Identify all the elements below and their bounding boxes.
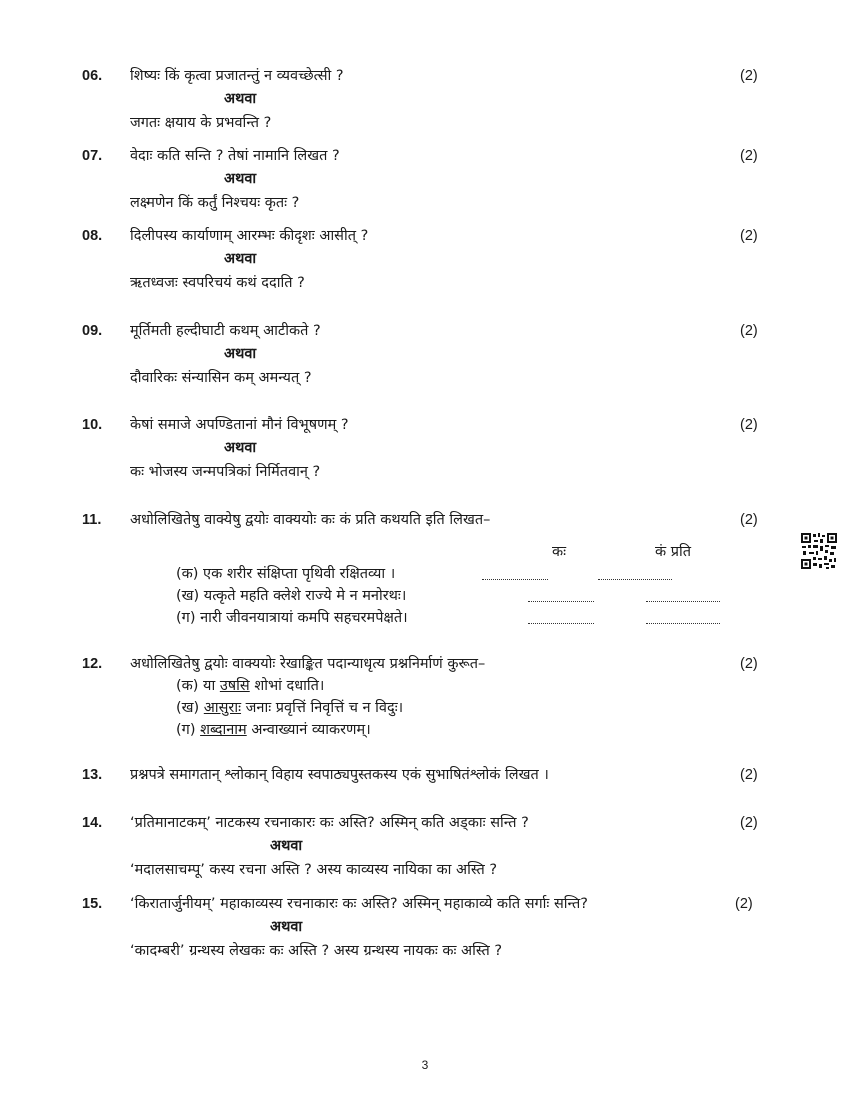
column-header-listener: कं प्रति [655,544,692,560]
sentence-prefix: (ख) [176,700,204,716]
answer-blank [528,600,594,602]
sentence-item [176,720,371,740]
alternate-question: ऋतध्वजः स्वपरिचयं कथं ददाति ? [130,275,305,291]
marks: (2) [740,68,758,84]
marks: (2) [735,896,753,912]
question-number: 11. [82,512,102,528]
question-number: 10. [82,417,103,433]
question-text: मूर्तिमती हल्दीघाटी कथम् आटीकते ? [130,323,321,339]
sentence-suffix: जनाः प्रवृत्तिं निवृत्तिं च न विदुः। [241,700,404,716]
alternate-question: ‘मदालसाचम्पू’ कस्य रचना अस्ति ? अस्य काव्यस्य नायिका का अस्ति ? [130,862,498,878]
sentence-item: (क) एक शरीर संक्षिप्ता पृथिवी रक्षितव्या । [176,566,396,582]
sentence-suffix: शोभां दधाति। [249,678,325,694]
sentence-prefix: (क) या [176,678,220,694]
question-number: 13. [82,767,103,783]
underlined-word: शब्दानाम [200,722,247,738]
or-label: अथवा [224,91,257,107]
answer-blank [598,578,672,580]
question-text: अधोलिखितेषु द्वयोः वाक्ययोः रेखाङ्कित पदान्याधृत्य प्रश्ननिर्माणं कुरूत– [130,656,486,672]
marks: (2) [740,148,758,164]
answer-blank [528,622,594,624]
or-label: अथवा [270,838,303,854]
marks: (2) [740,228,758,244]
alternate-question: कः भोजस्य जन्मपत्रिकां निर्मितवान् ? [130,464,321,480]
sentence-item [176,698,403,718]
question-number: 06. [82,68,103,84]
sentence-suffix: अन्वाख्यानं व्याकरणम्। [246,722,371,738]
question-number: 09. [82,323,103,339]
question-number: 12. [82,656,103,672]
answer-blank [482,578,548,580]
sentence-prefix: (ग) [176,722,201,738]
underlined-word: उषसि [219,678,250,694]
question-number: 15. [82,896,103,912]
question-text: प्रश्नपत्रे समागतान् श्लोकान् विहाय स्वपाठ्यपुस्तकस्य एकं सुभाषितंश्लोकं लिखत । [130,767,549,783]
qr-code-icon [800,532,838,570]
question-text: दिलीपस्य कार्याणाम् आरम्भः कीदृशः आसीत् ? [130,228,369,244]
marks: (2) [740,323,758,339]
question-number: 08. [82,228,103,244]
question-text: ‘किरातार्जुनीयम्’ महाकाव्यस्य रचनाकारः कः अस्ति? अस्मिन् महाकाव्ये कति सर्गाः सन्ति? [130,896,588,912]
sentence-item [176,676,324,696]
or-label: अथवा [224,346,257,362]
alternate-question: लक्ष्मणेन किं कर्तुं निश्चयः कृतः ? [130,195,300,211]
question-number: 14. [82,815,103,831]
sentence-item: (ग) नारी जीवनयात्रायां कमपि सहचरमपेक्षते। [176,610,408,626]
underlined-word: आसुराः [203,700,242,716]
marks: (2) [740,656,758,672]
question-text: अधोलिखितेषु वाक्येषु द्वयोः वाक्ययोः कः कं प्रति कथयति इति लिखत– [130,512,491,528]
column-header-speaker: कः [552,544,567,560]
question-text: केषां समाजे अपण्डितानां मौनं विभूषणम् ? [130,417,349,433]
or-label: अथवा [270,919,303,935]
marks: (2) [740,815,758,831]
alternate-question: दौवारिकः संन्यासिन कम् अमन्यत् ? [130,370,312,386]
marks: (2) [740,512,758,528]
question-text: वेदाः कति सन्ति ? तेषां नामानि लिखत ? [130,148,340,164]
or-label: अथवा [224,171,257,187]
page-number: 3 [421,1058,429,1072]
alternate-question: ‘कादम्बरी’ ग्रन्थस्य लेखकः कः अस्ति ? अस्य ग्रन्थस्य नायकः कः अस्ति ? [130,943,503,959]
answer-blank [646,622,720,624]
marks: (2) [740,417,758,433]
marks: (2) [740,767,758,783]
sentence-item: (ख) यत्कृते महति क्लेशे राज्ये मे न मनोरथः। [176,588,407,604]
alternate-question: जगतः क्षयाय के प्रभवन्ति ? [130,115,272,131]
or-label: अथवा [224,440,257,456]
or-label: अथवा [224,251,257,267]
question-text: ‘प्रतिमानाटकम्’ नाटकस्य रचनाकारः कः अस्ति? अस्मिन् कति अड्काः सन्ति ? [130,815,529,831]
question-number: 07. [82,148,103,164]
answer-blank [646,600,720,602]
question-text: शिष्यः किं कृत्वा प्रजातन्तुं न व्यवच्छेत्सी ? [130,68,344,84]
